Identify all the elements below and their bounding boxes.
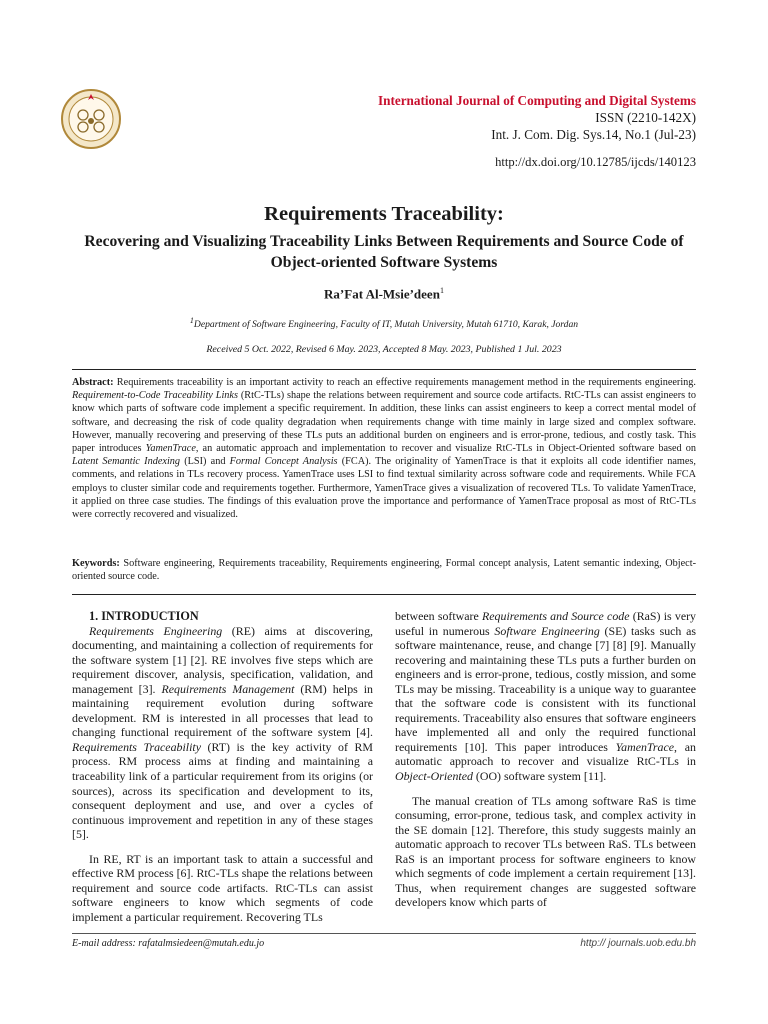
- affiliation-text: Department of Software Engineering, Faculty of IT, Mutah University, Mutah 61710, Karak, Jordan: [193, 319, 579, 331]
- right-text: (SE) tasks such as software maintenance, reuse, and change [7] [8] [9]. Manually recovering and maintaining these TLs puts a further burden on engineers and is error-prone, tedious, costly mission, and some TLs may be missing. Traceability is a unique way to guarantee that the software code is consistent with its functional requirements. Traceability also ensures that software engineers have implemented all and only the required functional requirements [10]. This paper introduces: [395, 623, 697, 754]
- intro-text: (RM) helps in maintaining requirement evolution during software development. RM is interested in all processes that lead to changing functional requirement of the software system [4].: [72, 681, 373, 740]
- intro-text: (RE) aims at discovering, documenting, and maintaining a collection of requirements for the software system [1] [2]. RE involves five steps which are requirement discover, analysis, specification, validation, and management [3].: [72, 623, 373, 696]
- divider-top: [72, 369, 696, 370]
- paper-title: Requirements Traceability:: [264, 203, 504, 225]
- publication-dates: Received 5 Oct. 2022, Revised 6 May. 2023, Accepted 8 May. 2023, Published 1 Jul. 2023: [206, 344, 562, 355]
- right-column: [395, 609, 696, 910]
- right-term: Object-Oriented: [395, 769, 473, 784]
- right-text: (OO) software system [11].: [472, 769, 607, 784]
- affiliation-sup: 1: [189, 316, 194, 325]
- author-name: Ra’Fat Al-Msie’deen: [324, 286, 440, 302]
- right-text: (RaS) is very useful in numerous: [395, 609, 697, 638]
- right-paragraph-1: [395, 609, 696, 784]
- author-sup: 1: [439, 286, 444, 295]
- abstract-term: Formal Concept Analysis: [229, 456, 338, 468]
- keywords-label: Keywords:: [72, 558, 120, 569]
- right-term: Software Engineering: [494, 623, 600, 638]
- intro-term: Requirements Traceability: [72, 739, 201, 754]
- abstract: [72, 376, 696, 521]
- intro-paragraph-2: In RE, RT is an important task to attain a successful and effective RM process [6]. RtC-TLs shape the relations between requirement and source code artifacts. RtC-TLs can assist software engineers to know which segments of code implement a particular requirement. Recovering TLs: [72, 851, 373, 924]
- section-heading: 1. INTRODUCTION: [89, 609, 199, 623]
- keywords: [72, 557, 696, 583]
- abstract-text: Requirements traceability is an important activity to reach an effective requirements management method in the requirements engineering.: [113, 377, 696, 388]
- keywords-text: Software engineering, Requirements traceability, Requirements engineering, Formal concept analysis, Latent semantic indexing, Object-oriented source code.: [72, 558, 696, 583]
- right-text: , an automatic approach to recover and visualize RtC-TLs in: [395, 739, 696, 769]
- abstract-term: Requirement-to-Code Traceability Links: [72, 390, 238, 402]
- journal-header: [378, 92, 696, 143]
- affiliation: [0, 316, 768, 330]
- abstract-text: , an automatic approach and implementation to recover and visualize RtC-TLs in Object-Oriented software based on: [195, 443, 696, 455]
- abstract-text: (FCA). The originality of YamenTrace is that it exploits all code identifier names, comments, and relations in TLs recovery process. YamenTrace uses LSI to find textual similarity across software code and requirements. While FCA employs to cluster similar code and requirements together. Furthermore, YamenTrace gives a visualization of recovered TLs. To validate YamenTrace, it applied on three case studies. The findings of this evaluation prove the importance and performance of YamenTrace proposal as most of RtC-TLs were correctly recovered and visualized.: [72, 456, 696, 521]
- abstract-text: (RtC-TLs) shape the relations between requirement and source code artifacts. RtC-TLs can assist engineers to know which parts of software code implement a specific requirement. In addition, these links can assist engineers to keep a correct mental model of software, and decreasing the risk of code quality degradation when requirements change with time mainly in large sized and complex software. However, manually recovering and preserving of these TLs puts an additional burden on engineers and is error-prone, tedious, and costly task. This paper introduces: [72, 390, 696, 455]
- intro-paragraph-1: [72, 624, 373, 842]
- footer-divider: [72, 933, 696, 934]
- footer-url[interactable]: http:// journals.uob.edu.bh: [580, 938, 696, 949]
- divider-bottom: [72, 594, 696, 595]
- author-line: [0, 286, 768, 302]
- journal-issn: ISSN (2210-142X): [595, 110, 696, 125]
- paper-subtitle: Recovering and Visualizing Traceability Links Between Requirements and Source Code of Object-oriented Software Systems: [84, 233, 684, 271]
- footer-email[interactable]: E-mail address: rafatalmsiedeen@mutah.edu.jo: [72, 938, 265, 949]
- doi-link[interactable]: http://dx.doi.org/10.12785/ijcds/140123: [495, 155, 696, 169]
- abstract-term: YamenTrace: [145, 443, 196, 455]
- intro-text: (RT) is the key activity of RM process. RM process aims at finding and maintaining a traceability link of a particular requirement from its origins (or sources), across its specification and development to its, consequent deployment and use, and over a cycles of continuous improvement and repetition in any of these stages [5].: [72, 739, 373, 842]
- intro-term: Requirements Engineering: [89, 623, 223, 638]
- right-text: between software: [395, 609, 483, 623]
- abstract-label: Abstract:: [72, 377, 114, 388]
- abstract-term: Latent Semantic Indexing: [72, 456, 181, 468]
- left-column: [72, 609, 373, 924]
- right-paragraph-2: The manual creation of TLs among software RaS is time consuming, error-prone, tedious task, and complex activity in the SE domain [12]. Therefore, this study suggests mainly an automatic approach to recover TLs between RaS. TLs between RaS is an important process for software engineers to know which segments of code implement a certain requirement [13]. Thus, when requirement changes are suggested software developers know which parts of: [395, 793, 696, 910]
- journal-citation: Int. J. Com. Dig. Sys.14, No.1 (Jul-23): [491, 127, 696, 142]
- intro-term: Requirements Management: [161, 681, 295, 696]
- journal-logo-seal: [60, 88, 122, 150]
- journal-name: International Journal of Computing and Digital Systems: [377, 93, 696, 108]
- abstract-text: (LSI) and: [180, 456, 230, 468]
- right-term: Requirements and Source code: [482, 609, 630, 623]
- right-term: YamenTrace: [615, 739, 675, 754]
